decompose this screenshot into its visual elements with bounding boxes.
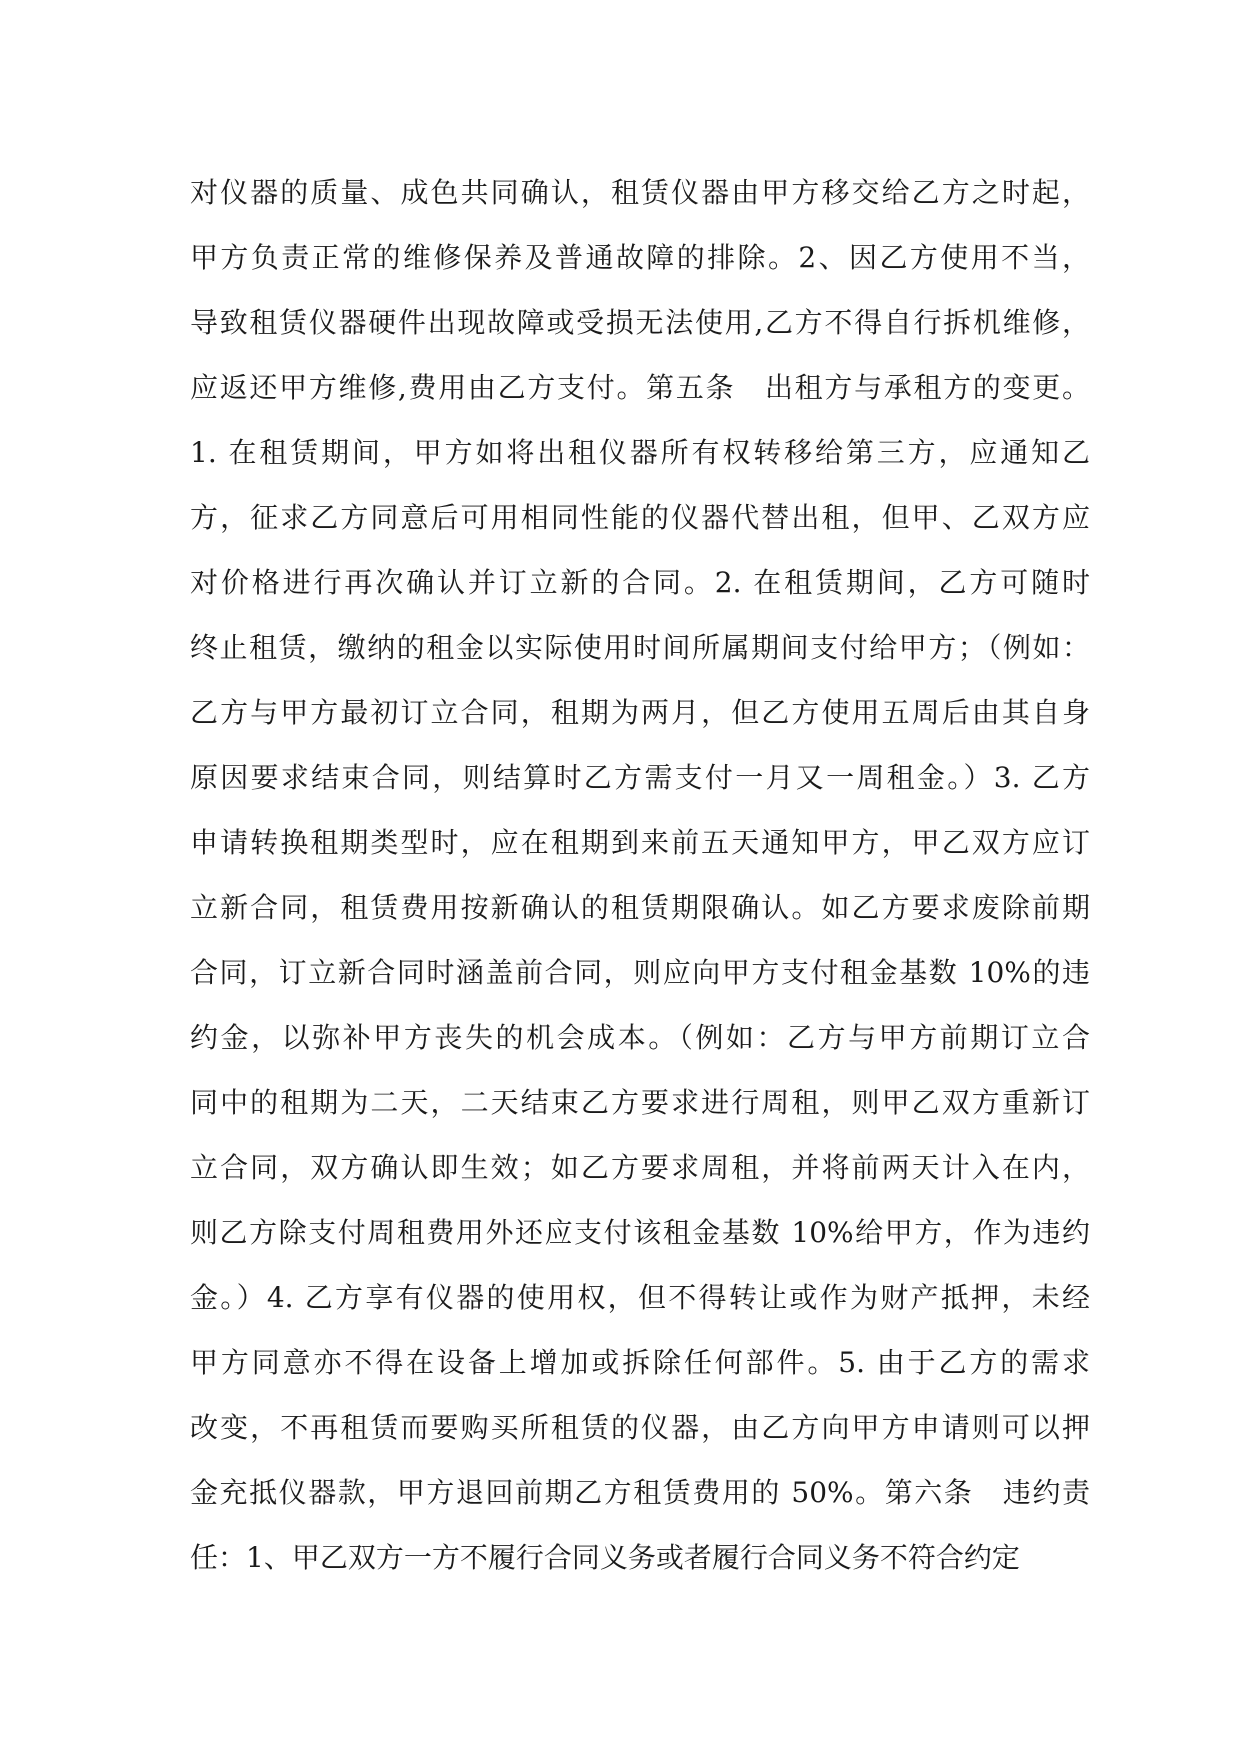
- text-line: 合同，订立新合同时涵盖前合同，则应向甲方支付租金基数 10%的违: [190, 956, 1090, 989]
- text-line: 任：1、甲乙双方一方不履行合同义务或者履行合同义务不符合约定: [190, 1541, 1020, 1574]
- text-line: 乙方与甲方最初订立合同，租期为两月，但乙方使用五周后由其自身: [190, 696, 1090, 729]
- text-line: 改变，不再租赁而要购买所租赁的仪器，由乙方向甲方申请则可以押: [190, 1411, 1090, 1444]
- contract-body-text: [190, 160, 1090, 1590]
- text-line: 约金，以弥补甲方丧失的机会成本。（例如：乙方与甲方前期订立合: [190, 1021, 1090, 1054]
- text-line: 1. 在租赁期间，甲方如将出租仪器所有权转移给第三方，应通知乙: [190, 436, 1090, 469]
- text-line: 金充抵仪器款，甲方退回前期乙方租赁费用的 50%。第六条 违约责: [190, 1476, 1090, 1509]
- text-line: 甲方负责正常的维修保养及普通故障的排除。2、因乙方使用不当，: [190, 241, 1090, 274]
- text-line: 申请转换租期类型时，应在租期到来前五天通知甲方，甲乙双方应订: [190, 826, 1090, 859]
- text-line: 终止租赁，缴纳的租金以实际使用时间所属期间支付给甲方；（例如：: [190, 631, 1090, 664]
- text-line: 同中的租期为二天，二天结束乙方要求进行周租，则甲乙双方重新订: [190, 1086, 1090, 1119]
- text-line: 立合同，双方确认即生效；如乙方要求周租，并将前两天计入在内，: [190, 1151, 1090, 1184]
- text-line: 金。）4. 乙方享有仪器的使用权，但不得转让或作为财产抵押，未经: [190, 1281, 1090, 1314]
- text-line: 立新合同，租赁费用按新确认的租赁期限确认。如乙方要求废除前期: [190, 891, 1090, 924]
- text-line: 原因要求结束合同，则结算时乙方需支付一月又一周租金。）3. 乙方: [190, 761, 1090, 794]
- text-line: 方，征求乙方同意后可用相同性能的仪器代替出租，但甲、乙双方应: [190, 501, 1090, 534]
- text-line: 则乙方除支付周租费用外还应支付该租金基数 10%给甲方，作为违约: [190, 1216, 1090, 1249]
- text-line: 对仪器的质量、成色共同确认，租赁仪器由甲方移交给乙方之时起，: [190, 176, 1090, 209]
- text-line: 甲方同意亦不得在设备上增加或拆除任何部件。5. 由于乙方的需求: [190, 1346, 1090, 1379]
- text-line: 对价格进行再次确认并订立新的合同。2. 在租赁期间，乙方可随时: [190, 566, 1090, 599]
- text-line: 应返还甲方维修,费用由乙方支付。第五条 出租方与承租方的变更。: [190, 371, 1090, 404]
- text-line: 导致租赁仪器硬件出现故障或受损无法使用,乙方不得自行拆机维修，: [190, 306, 1090, 339]
